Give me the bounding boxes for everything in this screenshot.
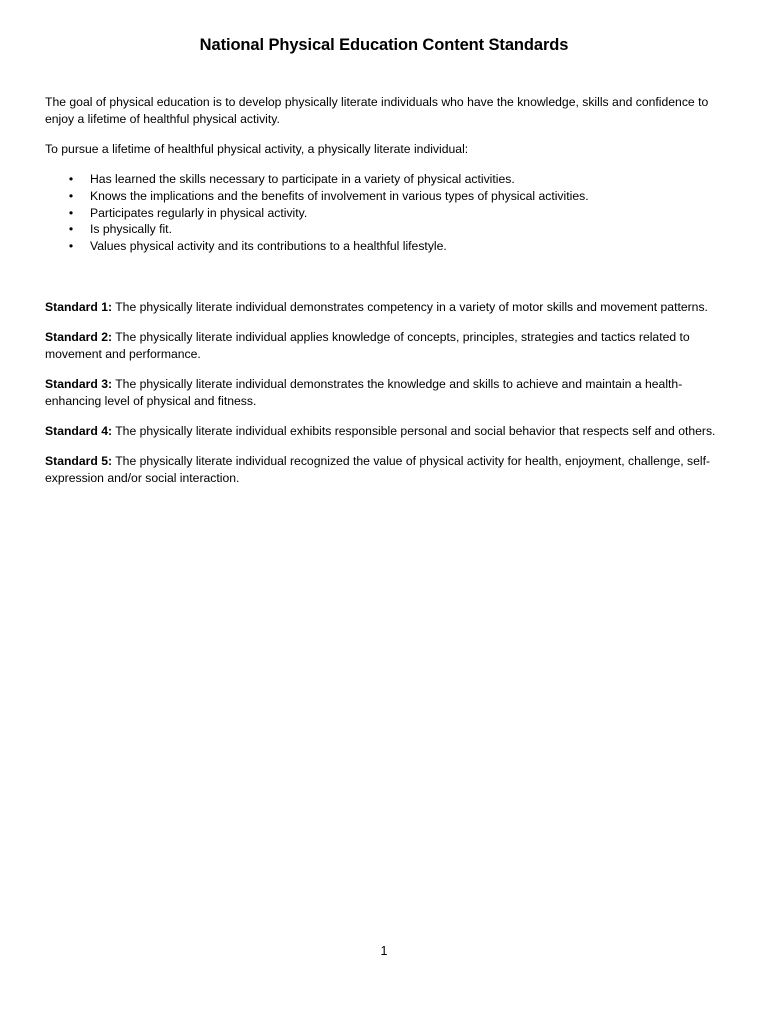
intro-paragraph: The goal of physical education is to develop physically literate individuals who have the knowledge, skills and confidence to enjoy a lifetime of healthful physical activity.: [45, 95, 709, 126]
bullet-icon: •: [68, 188, 74, 203]
standard-2: [45, 329, 721, 363]
list-item-text: Has learned the skills necessary to participate in a variety of physical activities.: [90, 172, 515, 186]
bullet-icon: •: [68, 239, 74, 254]
document-title: National Physical Education Content Standards: [199, 36, 569, 54]
standard-label: Standard 4:: [45, 423, 113, 438]
lead-paragraph: To pursue a lifetime of healthful physical activity, a physically literate individual:: [45, 142, 469, 156]
standard-text: The physically literate individual applies knowledge of concepts, principles, strategies and tactics related to movement and performance.: [45, 329, 690, 361]
page-number: 1: [380, 944, 388, 958]
standard-text: The physically literate individual recognized the value of physical activity for health, enjoyment, challenge, self-expression and/or social interaction.: [45, 453, 711, 485]
standard-3: [45, 376, 721, 410]
standard-label: Standard 2:: [45, 329, 113, 344]
standards-section: [45, 299, 721, 487]
standard-text: The physically literate individual exhibits responsible personal and social behavior that respects self and others.: [115, 423, 716, 438]
standard-label: Standard 1:: [45, 299, 113, 314]
standard-text: The physically literate individual demonstrates competency in a variety of motor skills and movement patterns.: [115, 299, 708, 314]
document-body: [45, 94, 721, 500]
list-item: [45, 221, 721, 238]
list-item-text: Participates regularly in physical activity.: [90, 205, 308, 220]
list-item: [45, 171, 721, 188]
list-item-text: Knows the implications and the benefits of involvement in various types of physical activities.: [90, 188, 589, 203]
list-item: [45, 205, 721, 222]
bullet-icon: •: [68, 205, 74, 220]
list-item-text: Is physically fit.: [90, 222, 172, 237]
bullet-icon: •: [68, 172, 74, 186]
standard-label: Standard 3:: [45, 376, 113, 391]
standard-5: [45, 453, 721, 487]
list-item: [45, 238, 721, 255]
literacy-bullet-list: [45, 171, 721, 255]
standard-label: Standard 5:: [45, 453, 113, 468]
standard-1: [45, 299, 721, 316]
standard-text: The physically literate individual demonstrates the knowledge and skills to achieve and maintain a health-enhancing level of physical and fitness.: [45, 376, 683, 408]
list-item: [45, 188, 721, 205]
list-item-text: Values physical activity and its contributions to a healthful lifestyle.: [90, 239, 447, 254]
standard-4: [45, 423, 721, 440]
bullet-icon: •: [68, 222, 74, 237]
